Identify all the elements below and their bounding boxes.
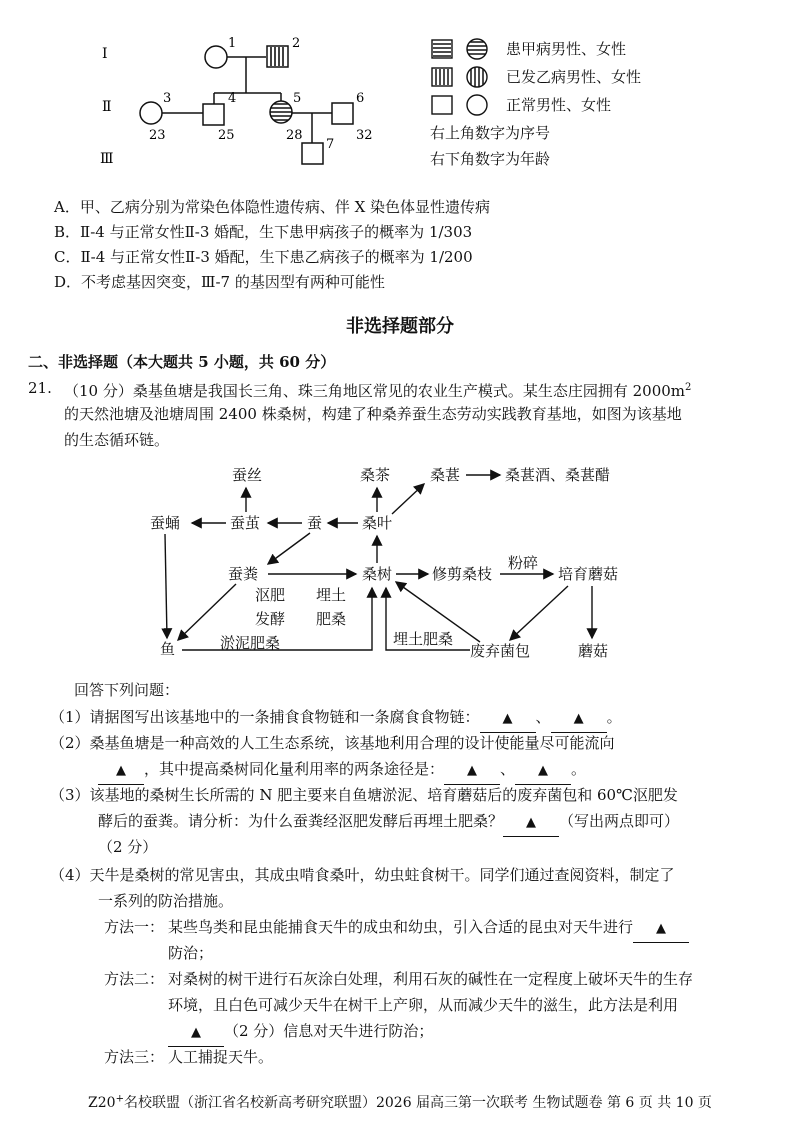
serial-number: 6 [356,91,365,106]
serial-number: 2 [292,36,301,51]
subquestion-2: （2）桑基鱼塘是一种高效的人工生态系统，该基地利用合理的设计使能量尽可能流向 [50,734,615,752]
serial-number: 3 [163,91,172,106]
option-b: B．Ⅱ-4 与正常女性Ⅱ-3 婚配，生下患甲病孩子的概率为 1/303 [54,223,473,241]
node-berry: 桑葚 [430,466,461,484]
individual-I-1 [205,46,227,68]
node-crush: 粉碎 [508,554,539,572]
individual-I-2 [267,46,288,67]
legend-label: 正常男性、女性 [506,96,612,114]
label-bury: 埋土 [316,586,347,604]
question-number: 21. [28,379,52,397]
subquestion-1: （1）请据图写出该基地中的一条捕食食物链和一条腐食食物链： ▲ 、 ▲ 。 [50,704,622,733]
method-2-label: 方法二： [104,970,165,988]
serial-number: 1 [228,36,237,51]
legend-label: 患甲病男性、女性 [506,40,627,58]
legend-note: 右下角数字为年龄 [430,150,551,168]
node-tree: 桑树 [362,565,393,583]
question-intro: （10 分）桑基鱼塘是我国长三角、珠三角地区常见的农业生产模式。某生态庄园拥有 $2000m^2$ [64,382,692,400]
answer-blank[interactable]: ▲ [633,916,689,943]
section-title: 非选择题部分 [346,316,454,337]
footer-brand: Z20 [88,1095,116,1111]
age-label: 25 [218,128,235,143]
pedigree-chart [0,0,430,190]
legend-label: 已发乙病男性、女性 [506,68,642,86]
node-prune: 修剪桑枝 [432,565,493,583]
legend-disease-a-icon [430,38,500,62]
method-1-text: 某些鸟类和昆虫能捕食天牛的成虫和幼虫，引入合适的昆虫对天牛进行 ▲ [168,914,689,943]
node-grow: 培育蘑菇 [558,565,619,583]
method-2-cont: ▲ （2 分）信息对天牛进行防治； [168,1018,433,1047]
answer-blank[interactable]: ▲ [515,758,571,785]
option-c: C．Ⅱ-4 与正常女性Ⅱ-3 婚配，生下患乙病孩子的概率为 1/200 [54,248,473,266]
individual-III-7 [302,143,323,164]
label-ferment: 沤肥 [255,586,286,604]
node-cocoon: 蚕茧 [230,514,261,532]
method-2-text: 对桑树的树干进行石灰涂白处理，利用石灰的碱性在一定程度上破坏天牛的生存 [168,970,694,988]
label-bury-bag: 埋土肥桑 [393,630,454,648]
node-silk: 蚕丝 [232,466,263,484]
score-note: （2 分） [98,838,158,856]
serial-number: 5 [293,91,302,106]
method-2-cont: 环境，且白色可减少天牛在树干上产卵，从而减少天牛的滋生，此方法是利用 [168,996,679,1014]
answer-blank[interactable]: ▲ [503,810,559,837]
individual-II-3 [140,102,162,124]
legend-normal-icon [430,94,500,118]
individual-II-4 [203,104,224,125]
age-label: 28 [286,128,303,143]
generation-label: Ⅰ [102,46,108,62]
label-bury: 肥桑 [316,610,347,628]
method-1-label: 方法一： [104,918,165,936]
legend-disease-b-icon [430,66,500,90]
subquestion-4-cont: 一系列的防治措施。 [98,892,234,910]
answer-blank[interactable]: ▲ [168,1020,224,1047]
node-fish: 鱼 [160,640,176,658]
option-d: D．不考虑基因突变，Ⅲ-7 的基因型有两种可能性 [54,273,385,291]
answer-blank[interactable]: ▲ [98,758,144,785]
label-ferment: 发酵 [255,610,286,628]
subquestion-4: （4）天牛是桑树的常见害虫，其成虫啃食桑叶，幼虫蛀食树干。同学们通过查阅资料，制定了 [50,866,675,884]
method-3-label: 方法三： [104,1048,165,1066]
node-wine: 桑葚酒、桑葚醋 [505,466,611,484]
footer-text: 名校联盟（浙江省名校新高考研究联盟）2026 届高三第一次联考 生物试题卷 第 6 页 共 10 页 [123,1095,712,1111]
node-leaf: 桑叶 [362,514,393,532]
node-mushroom: 蘑菇 [578,642,609,660]
subquestion-2-cont: ▲ ，其中提高桑树同化量利用率的两条途径是： ▲ 、 ▲ 。 [98,756,586,785]
generation-label: Ⅱ [102,99,112,115]
question-intro: 的生态循环链。 [64,431,170,449]
answer-blank[interactable]: ▲ [551,706,607,733]
node-feces: 蚕粪 [228,565,259,583]
label-mud: 淤泥肥桑 [220,634,281,652]
individual-II-5 [268,101,294,123]
node-bag: 废弃菌包 [470,642,531,660]
subquestion-3-cont: 酵后的蚕粪。请分析：为什么蚕粪经沤肥发酵后再埋土肥桑？ ▲ （写出两点即可） [98,808,679,837]
age-label: 23 [149,128,166,143]
legend-row [430,64,690,92]
question-intro: 的天然池塘及池塘周围 2400 株桑树，构建了种桑养蚕生态劳动实践教育基地，如图为该基地 [64,405,682,423]
serial-number: 7 [326,137,335,152]
eco-cycle-diagram [0,458,800,668]
answer-prompt: 回答下列问题： [74,681,180,699]
serial-number: 4 [228,91,237,106]
option-a: A．甲、乙病分别为常染色体隐性遗传病、伴 X 染色体显性遗传病 [54,198,491,216]
page-footer: Z20+名校联盟（浙江省名校新高考研究联盟）2026 届高三第一次联考 生物试题卷 第 6 页 共 10 页 [88,1093,712,1111]
individual-II-6 [332,103,353,124]
answer-blank[interactable]: ▲ [480,706,536,733]
node-pupa: 蚕蛹 [150,514,181,532]
legend-row [430,36,690,64]
pedigree-legend [430,36,690,172]
method-1-cont: 防治； [168,944,214,962]
node-silkworm: 蚕 [307,514,323,532]
answer-blank[interactable]: ▲ [444,758,500,785]
method-3-text: 人工捕捉天牛。 [168,1048,274,1066]
legend-note: 右上角数字为序号 [430,124,551,142]
age-label: 32 [356,128,373,143]
legend-row [430,92,690,120]
part-header: 二、非选择题（本大题共 5 小题，共 60 分） [28,353,336,371]
generation-label: Ⅲ [100,151,114,167]
node-tea: 桑茶 [360,466,391,484]
subquestion-3: （3）该基地的桑树生长所需的 N 肥主要来自鱼塘淤泥、培育蘑菇后的废弃菌包和 60℃沤肥发 [50,786,678,804]
